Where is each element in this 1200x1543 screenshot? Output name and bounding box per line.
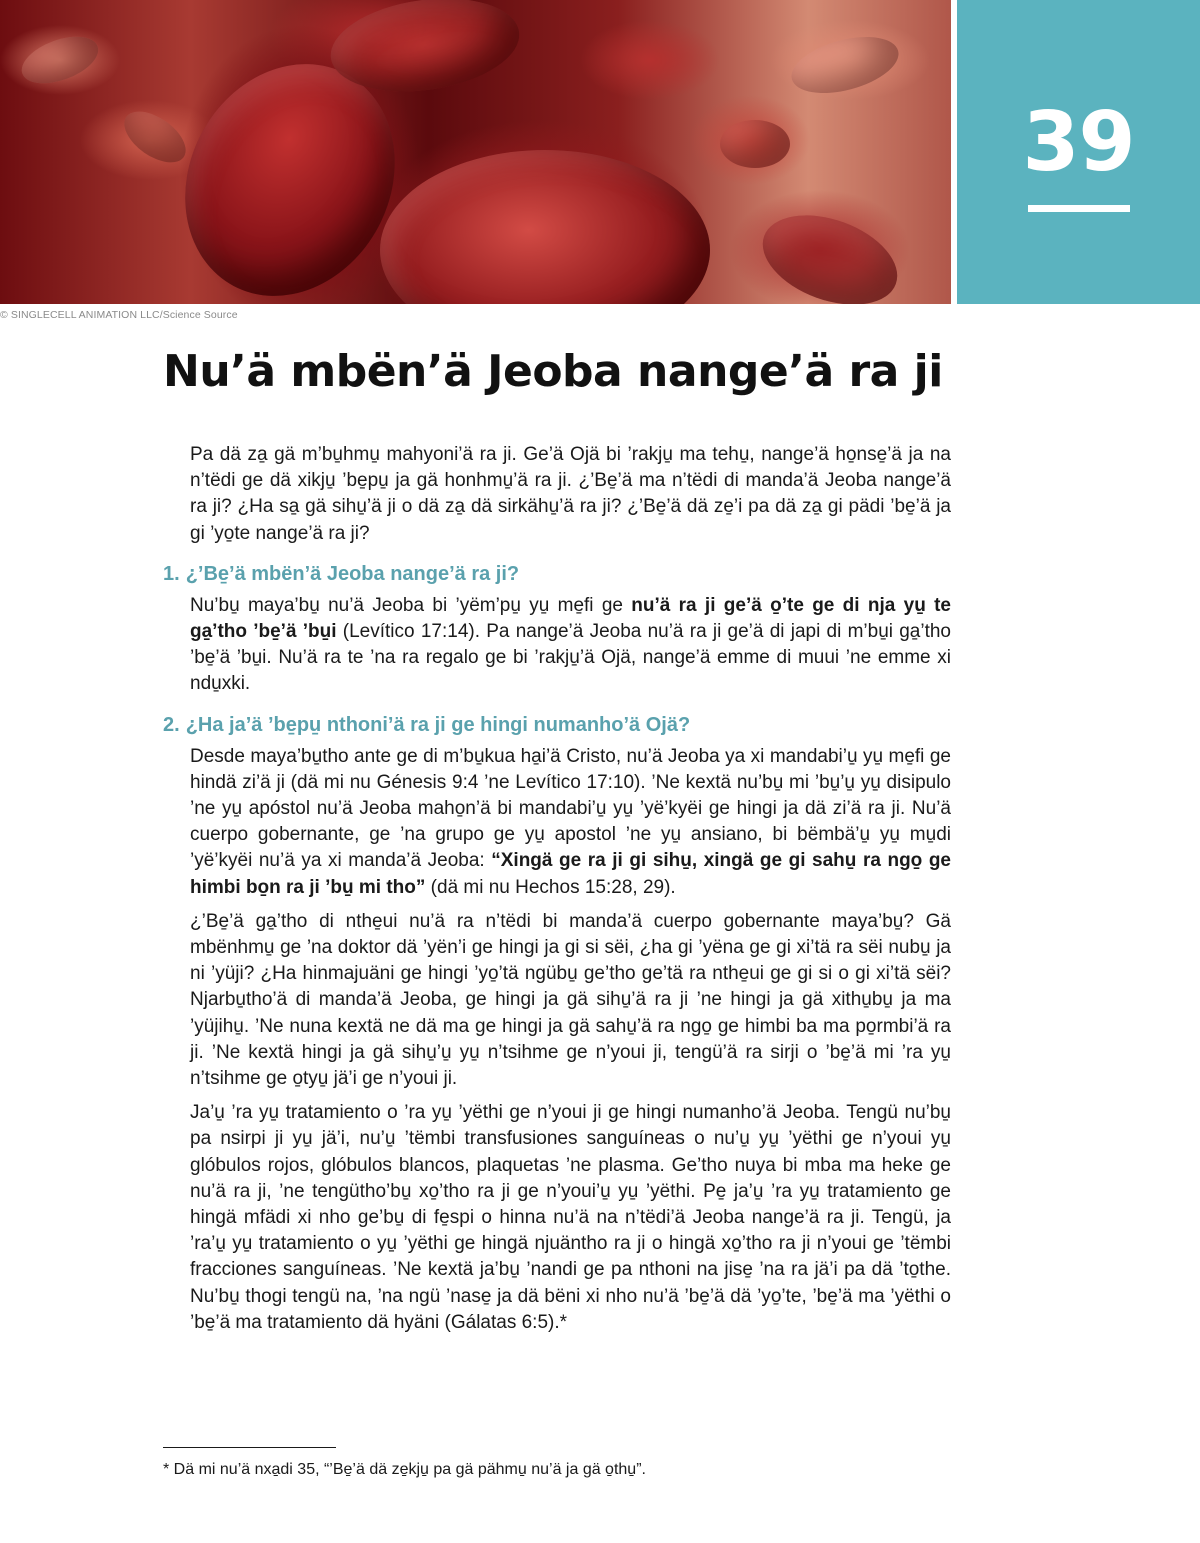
section-2-paragraph-3: Ja’u̱ ’ra yu̱ tratamiento o ’ra yu̱ ’yëthi ge n’youi ji ge hingi numanho’ä Jeoba. Tengü nu’bu̱ pa nsirpi ji yu̱ jä’i, nu’u̱ ’tëmbi transfusiones sanguíneas o nu’u̱ yu̱ ’yëthi ge n’youi yu̱ glóbulos rojos, glóbulos blancos, plaquetas ’ne plasma. Ge’tho nuya bi mba ma heke ge nu’ä ra ji, ’ne tengütho’bu̱ xo̱’tho ra ji ge n’youi’u̱ yu̱ ’yëthi. Pe̱ ja’u̱ ’ra yu̱ tratamiento ge hingä mfädi xi nho ge’bu̱ di fe̱spi o hinna nu’ä na n’tëdi’ä Jeoba nange’ä ra ji. Tengü, ja ’ra’u̱ yu̱ tratamiento o yu̱ ’yëthi ge hingä njuäntho ra ji o hingä xo̱’tho ra ji n’youi ge ’tëmbi fracciones sanguíneas. ’Ne kextä ja’bu̱ ’nandi ge pa nthoni na jise̱ ’na ra jä’i pa dä ’to̱the. Nu’bu̱ thogi tengü na, ’na ngü ’nase̱ ja dä bëni xi nho nu’ä ’be̱’ä dä ’yo̱’te, ’be̱’ä ma ’yëthi o ’be̱’ä ma tratamiento dä hyäni (Gálatas 6:5).* <box>190 1102 951 1333</box>
question-number: 2. <box>163 713 180 736</box>
question-text: ¿Ha ja’ä ’be̱pu̱ nthoni’ä ra ji ge hingi numanho’ä Ojä? <box>185 713 691 736</box>
blood-cell-shape <box>785 27 904 104</box>
blood-cell-shape <box>720 120 790 168</box>
chapter-badge <box>957 0 1200 304</box>
footnote: * Dä mi nu’ä nxa̱di 35, “’Be̱’ä dä ze̱kju̱ pa gä pähmu̱ nu’ä ja gä o̱thu̱”. <box>163 1461 646 1478</box>
text-run: (Levítico 17:14). Pa nange’ä Jeoba nu’ä ra ji ge’ä di japi di m’bu̱i ga̱’tho ’be̱’ä ’bu̱i. Nu’ä ra te ’na ra regalo ge bi ’rakju̱’ä Ojä, nange’ä emme di muui ’ne emme xi ndu̱xki. <box>190 621 951 695</box>
text-run: (dä mi nu Hechos 15:28, 29). <box>425 876 676 898</box>
section-1-paragraph <box>190 593 951 698</box>
question-number: 1. <box>163 562 180 585</box>
footnote-divider <box>163 1447 336 1448</box>
page-title: Nu’ä mbën’ä Jeoba nange’ä ra ji <box>163 346 943 397</box>
question-2 <box>163 712 951 738</box>
question-text: ¿’Be̱’ä mbën’ä Jeoba nange’ä ra ji? <box>185 562 520 585</box>
main-content <box>163 442 951 1344</box>
red-blood-cells-image <box>0 0 951 304</box>
section-2-paragraph-2: ¿’Be̱’ä ga̱’tho di nthe̱ui nu’ä ra n’tëdi bi manda’ä cuerpo gobernante maya’bu̱? Gä mbënhmu̱ ge ’na doktor dä ’yën’i ge hingi ja gi si sëi, ¿ha gi ’yëna ge gi xi’tä ra sëi nubu̱ ja ni ’yüji? ¿Ha hinmajuäni ge hingi ’yo̱’tä ngübu̱ ge’tho ge’tä ra nthe̱ui ge gi si o gi xi’tä sëi? Njarbu̱tho’ä di manda’ä Jeoba, ge hingi ja gä sihu̱’ä ra ji ’ne hingi ja gä xithu̱bu̱ ja ma ’yüjihu̱. ’Ne nuna kextä ne dä ma ge hingi ja gä sahu̱’ä ra ngo̱ ge himbi ba ma po̱rmbi’ä ra ji. ’Ne kextä hingi ja gä sihu̱’u̱ yu̱ n’tsihme ge n’youi ji, tengü’ä ra sirji o ’be̱’ä mi ’ra yu̱ n’tsihme ge o̱tyu̱ jä’i ge n’youi ji. <box>190 910 951 1090</box>
chapter-rule <box>1028 205 1130 212</box>
question-1 <box>163 561 951 587</box>
text-run: Desde maya’bu̱tho ante ge di m’bu̱kua ha̱i’ä Cristo, nu’ä Jeoba ya xi mandabi’u̱ yu̱ me̱fi ge hindä zi’ä ji (dä mi nu Génesis 9:4 ’ne Levítico 17:10). ’Ne kextä nu’bu̱ mi ’bu̱’u̱ yu̱ disipulo ’ne yu̱ apóstol nu’ä Jeoba maho̱n’ä bi mandabi’u̱ yu̱ ’yë’kyëi ge hingi ja dä zi’ä ra ji. Nu’ä cuerpo gobernante, ge ’na grupo ge yu̱ apostol ’ne yu̱ ansiano, bi bëmbä’u̱ yu̱ mu̱di ’yë’kyëi nu’ä ya xi manda’ä Jeoba: <box>190 745 951 872</box>
bold-text-run: “Xingä ge ra ji gi sihu̱, xingä ge gi sahu̱ ra ngo̱ ge himbi bo̱n ra ji ’bu̱ mi tho” <box>190 850 951 898</box>
intro-paragraph: Pa dä za̱ gä m’bu̱hmu̱ mahyoni’ä ra ji. Ge’ä Ojä bi ’rakju̱ ma tehu̱, nange’ä ho̱nse̱’ä ja na n’tëdi ge dä xikju̱ ’be̱pu̱ ja gä honhmu̱’ä ra ji. ¿’Be̱’ä ma n’tëdi di manda’ä Jeoba nange’ä ra ji? ¿Ha sa̱ gä sihu̱’ä ji o dä za̱ dä sirkähu̱’ä ra ji? ¿’Be̱’ä dä ze̱’i pa dä za̱ gi pädi ’be̱’ä ja gi ’yo̱te nange’ä ra ji? <box>190 444 951 544</box>
chapter-number: 39 <box>1022 95 1135 190</box>
blood-cell-shape <box>380 150 710 304</box>
blood-cell-shape <box>115 101 194 172</box>
blood-cell-shape <box>16 28 105 93</box>
text-run: Nu’bu̱ maya’bu̱ nu’ä Jeoba bi ’yëm’pu̱ yu̱ me̱fi ge <box>190 594 632 616</box>
blood-cell-shape <box>751 198 910 304</box>
section-2-paragraph-1 <box>190 744 951 901</box>
bold-text-run: nu’ä ra ji ge’ä o̱’te ge di nja yu̱ te ga̱’tho ’be̱’ä ’bu̱i <box>190 594 951 643</box>
image-credit: © SINGLECELL ANIMATION LLC/Science Source <box>0 309 238 321</box>
